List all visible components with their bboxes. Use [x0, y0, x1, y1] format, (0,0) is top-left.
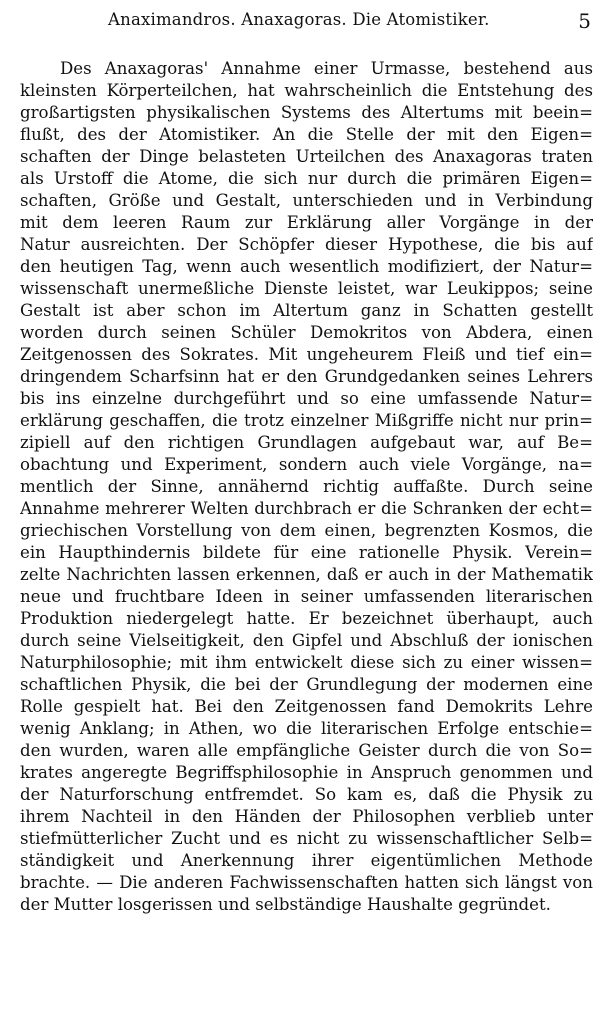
text-line: Annahme mehrerer Welten durchbrach er die Schranken der echt= — [20, 499, 593, 518]
text-line: durch seine Vielseitigkeit, den Gipfel und Abschluß der ionischen — [20, 631, 593, 650]
text-line: worden durch seinen Schüler Demokritos von Abdera, einen — [20, 323, 593, 342]
text-line: der Mutter losgerissen und selbständige Haushalte gegründet. — [20, 895, 551, 914]
text-line: erklärung geschaffen, die trotz einzelner Mißgriffe nicht nur prin= — [20, 411, 593, 430]
text-line: brachte. — Die anderen Fachwissenschaften hatten sich längst von — [20, 873, 593, 892]
page-number: 5 — [578, 9, 591, 33]
text-line: großartigsten physikalischen Systems des Altertums mit beein= — [20, 103, 593, 122]
text-line: Des Anaxagoras' Annahme einer Urmasse, bestehend aus — [60, 59, 593, 78]
text-line: mit dem leeren Raum zur Erklärung aller Vorgänge in der — [20, 213, 593, 232]
text-line: ein Haupthindernis bildete für eine rationelle Physik. Verein= — [20, 543, 593, 562]
text-line: Produktion niedergelegt hatte. Er bezeichnet überhaupt, auch — [20, 609, 593, 628]
text-line: der Naturforschung entfremdet. So kam es, daß die Physik zu — [20, 785, 593, 804]
text-line: ständigkeit und Anerkennung ihrer eigentümlichen Methode — [20, 851, 593, 870]
text-line: neue und fruchtbare Ideen in seiner umfassenden literarischen — [20, 587, 593, 606]
text-line: wenig Anklang; in Athen, wo die literarischen Erfolge entschie= — [20, 719, 593, 738]
text-line: bis ins einzelne durchgeführt und so eine umfassende Natur= — [20, 389, 593, 408]
text-line: zipiell auf den richtigen Grundlagen aufgebaut war, auf Be= — [20, 433, 593, 452]
text-line: als Urstoff die Atome, die sich nur durch die primären Eigen= — [20, 169, 593, 188]
text-line: Gestalt ist aber schon im Altertum ganz in Schatten gestellt — [20, 301, 593, 320]
text-line: stiefmütterlicher Zucht und es nicht zu wissenschaftlicher Selb= — [20, 829, 593, 848]
text-line: ihrem Nachteil in den Händen der Philosophen verblieb unter — [20, 807, 593, 826]
text-line: Rolle gespielt hat. Bei den Zeitgenossen fand Demokrits Lehre — [20, 697, 593, 716]
text-line: flußt, des der Atomistiker. An die Stelle der mit den Eigen= — [20, 125, 593, 144]
text-line: schaftlichen Physik, die bei der Grundlegung der modernen eine — [20, 675, 593, 694]
text-line: krates angeregte Begriffsphilosophie in Anspruch genommen und — [20, 763, 593, 782]
text-line: Naturphilosophie; mit ihm entwickelt diese sich zu einer wissen= — [20, 653, 593, 672]
text-line: obachtung und Experiment, sondern auch viele Vorgänge, na= — [20, 455, 593, 474]
text-line: den heutigen Tag, wenn auch wesentlich modifiziert, der Natur= — [20, 257, 593, 276]
text-line: dringendem Scharfsinn hat er den Grundgedanken seines Lehrers — [20, 367, 593, 386]
text-line: Natur ausreichten. Der Schöpfer dieser Hypothese, die bis auf — [20, 235, 593, 254]
text-line: schaften der Dinge belasteten Urteilchen des Anaxagoras traten — [20, 147, 593, 166]
text-line: schaften, Größe und Gestalt, unterschieden und in Verbindung — [20, 191, 593, 210]
text-line: zelte Nachrichten lassen erkennen, daß er auch in der Mathematik — [20, 565, 593, 584]
text-line: griechischen Vorstellung von dem einen, begrenzten Kosmos, die — [20, 521, 593, 540]
running-head-title: Anaximandros. Anaxagoras. Die Atomistiker. — [108, 10, 490, 29]
text-line: Zeitgenossen des Sokrates. Mit ungeheurem Fleiß und tief ein= — [20, 345, 593, 364]
text-line: wissenschaft unermeßliche Dienste leistet, war Leukippos; seine — [20, 279, 593, 298]
text-line: den wurden, waren alle empfängliche Geister durch die von So= — [20, 741, 593, 760]
body-paragraph — [20, 58, 593, 916]
text-line: kleinsten Körperteilchen, hat wahrscheinlich die Entstehung des — [20, 81, 593, 100]
text-line: mentlich der Sinne, annähernd richtig auffaßte. Durch seine — [20, 477, 593, 496]
